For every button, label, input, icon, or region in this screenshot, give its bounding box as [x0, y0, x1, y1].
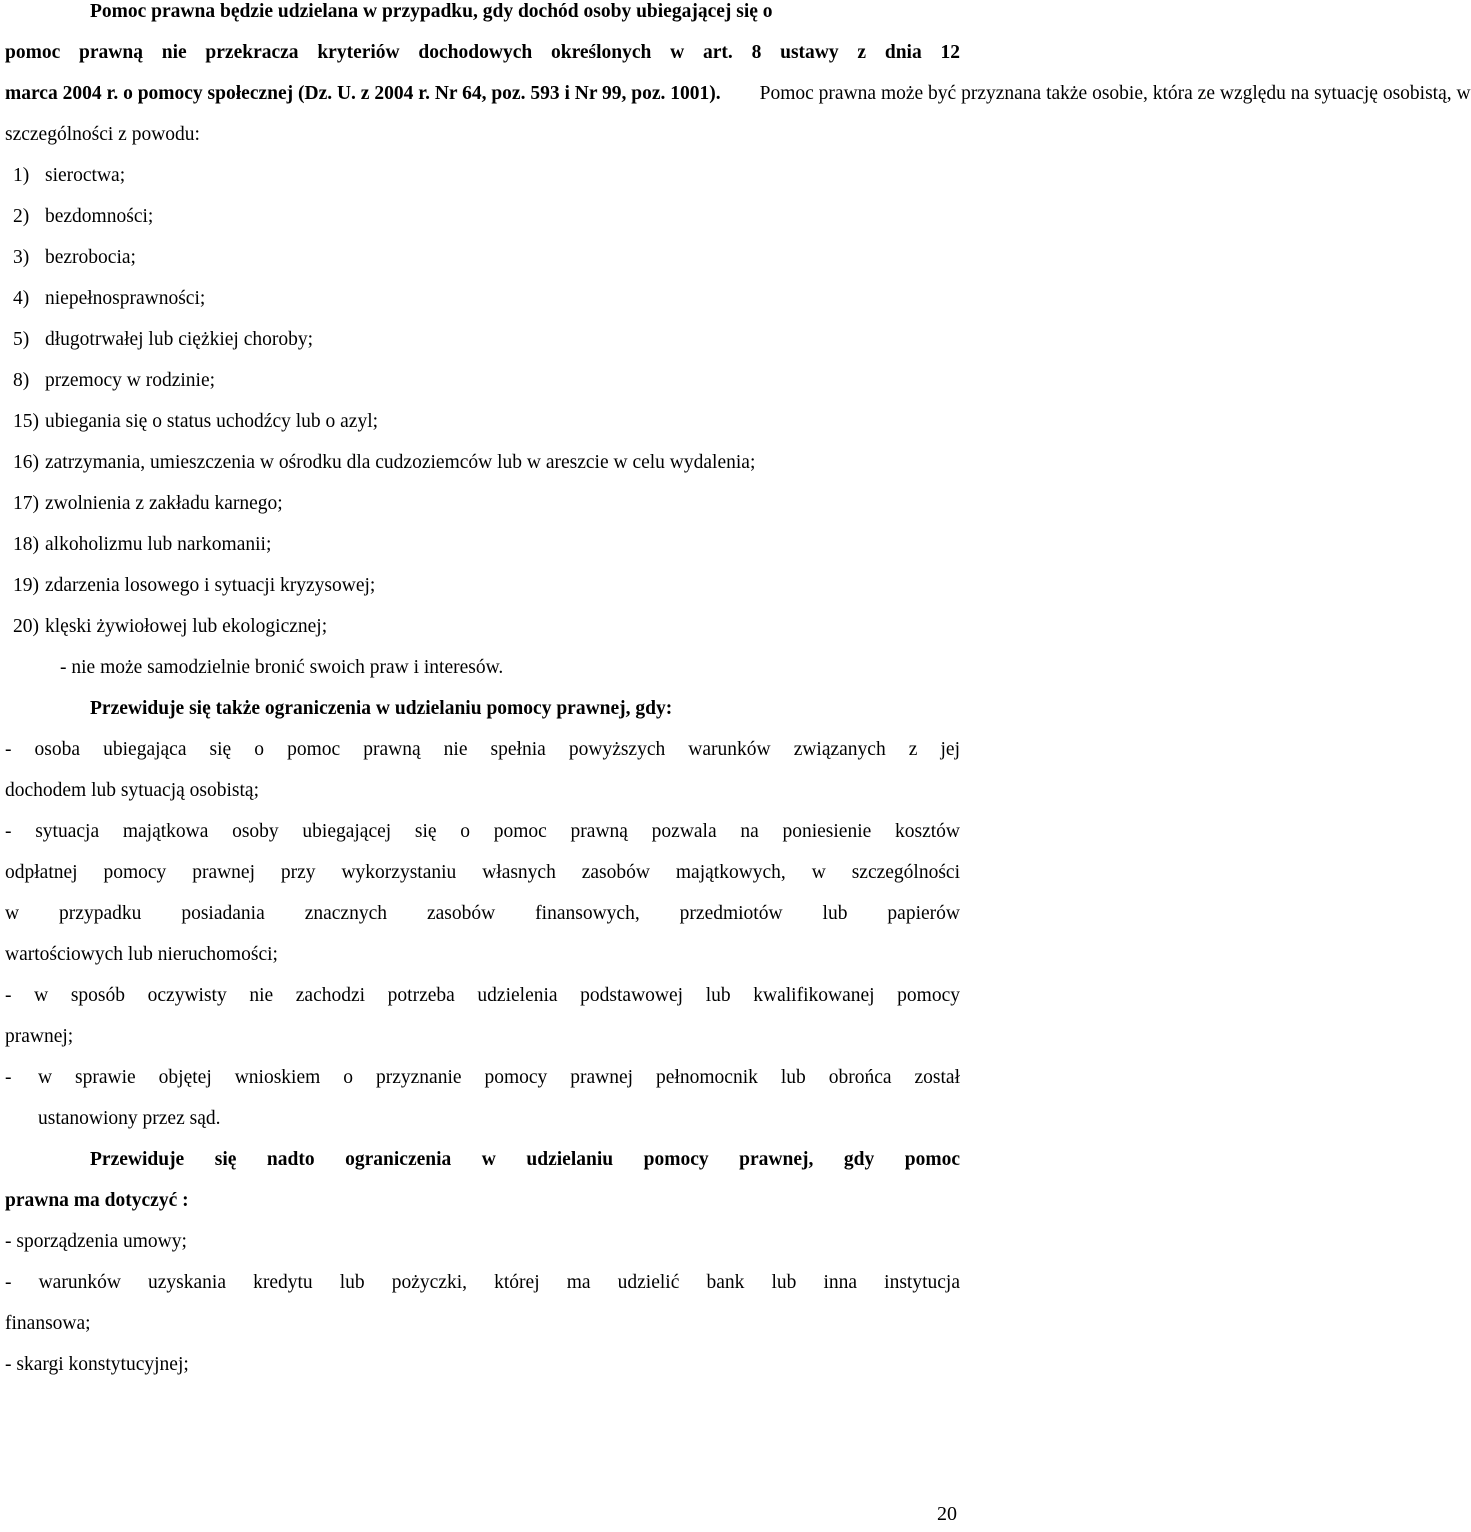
- list-item-number: 8): [13, 370, 30, 391]
- list-item-number: 15): [13, 411, 39, 432]
- intro-bold-line-3: marca 2004 r. o pomocy społecznej (Dz. U. z 2004 r. Nr 64, poz. 593 i Nr 99, poz. 1001).: [5, 83, 721, 104]
- list-item: [5, 606, 960, 647]
- reasons-conclusion: - nie może samodzielnie bronić swoich praw i interesów.: [60, 657, 504, 678]
- list-item-number: 1): [13, 165, 30, 186]
- list-item-text: niepełnosprawności;: [45, 288, 206, 309]
- list-item: [5, 196, 960, 237]
- limit-1b-line-1: - sytuacja majątkowa osoby ubiegającej się o pomoc prawną pozwala na poniesienie kosztów: [5, 821, 960, 842]
- limit-1b-line-2: odpłatnej pomocy prawnej przy wykorzystaniu własnych zasobów majątkowych, w szczególności: [5, 862, 960, 883]
- list-item-number: 4): [13, 288, 30, 309]
- document-page: [5, 0, 1471, 1394]
- limit-1b-line-3: w przypadku posiadania znacznych zasobów finansowych, przedmiotów lub papierów: [5, 903, 960, 924]
- limit-2a: - sporządzenia umowy;: [5, 1231, 187, 1252]
- intro-bold-line-1: Pomoc prawna będzie udzielana w przypadku, gdy dochód osoby ubiegającej się o: [90, 1, 773, 22]
- list-item-number: 2): [13, 206, 30, 227]
- list-item: [5, 319, 960, 360]
- limit-1d-text: w sprawie objętej wnioskiem o przyznanie pomocy prawnej pełnomocnik lub obrońca został: [38, 1067, 960, 1088]
- list-item-number: 3): [13, 247, 30, 268]
- limits-heading-1: Przewiduje się także ograniczenia w udzielaniu pomocy prawnej, gdy:: [90, 698, 673, 719]
- list-item: [5, 155, 960, 196]
- limit-1a-line-1: - osoba ubiegająca się o pomoc prawną nie spełnia powyższych warunków związanych z jej: [5, 739, 960, 760]
- list-item-text: bezdomności;: [45, 206, 154, 227]
- limit-2c: - skargi konstytucyjnej;: [5, 1354, 189, 1375]
- list-item-number: 17): [13, 493, 39, 514]
- limits-heading-2-line-1: Przewiduje się nadto ograniczenia w udzielaniu pomocy prawnej, gdy pomoc: [90, 1149, 960, 1170]
- limits-heading-2-line-2: prawna ma dotyczyć :: [5, 1190, 189, 1211]
- limit-1d-line-1: [5, 1057, 960, 1098]
- limit-1b-line-4: wartościowych lub nieruchomości;: [5, 944, 278, 965]
- list-item: [5, 360, 960, 401]
- intro-bold-line-2: pomoc prawną nie przekracza kryteriów dochodowych określonych w art. 8 ustawy z dnia 12: [5, 42, 960, 63]
- list-item-number: 16): [13, 452, 39, 473]
- list-item-number: 20): [13, 616, 39, 637]
- list-item-number: 5): [13, 329, 30, 350]
- list-item-text: ubiegania się o status uchodźcy lub o azyl;: [45, 411, 379, 432]
- limit-1c-line-1: - w sposób oczywisty nie zachodzi potrzeba udzielenia podstawowej lub kwalifikowanej pomocy: [5, 985, 960, 1006]
- list-item: [5, 442, 960, 483]
- intro-regular-line-3: Pomoc prawna może być przyznana także osobie, która ze względu na sytuację osobistą, w: [759, 83, 1471, 104]
- page-number: 20: [937, 1503, 957, 1525]
- list-item-text: przemocy w rodzinie;: [45, 370, 216, 391]
- intro-line-3: [5, 73, 1471, 114]
- intro-regular-line-4: szczególności z powodu:: [5, 124, 200, 145]
- list-item-text: zwolnienia z zakładu karnego;: [45, 493, 283, 514]
- list-item-text: bezrobocia;: [45, 247, 136, 268]
- reasons-list: [5, 155, 960, 647]
- list-item: [5, 278, 960, 319]
- list-item-text: alkoholizmu lub narkomanii;: [45, 534, 272, 555]
- list-item-text: sieroctwa;: [45, 165, 126, 186]
- limit-2b-line-2: finansowa;: [5, 1313, 91, 1334]
- limit-1d-dash: -: [5, 1067, 12, 1088]
- list-item: [5, 237, 960, 278]
- limit-1d-line-2: ustanowiony przez sąd.: [38, 1108, 221, 1129]
- list-item: [5, 524, 960, 565]
- list-item-text: zatrzymania, umieszczenia w ośrodku dla cudzoziemców lub w areszcie w celu wydalenia;: [45, 452, 756, 473]
- list-item: [5, 401, 960, 442]
- list-item-number: 18): [13, 534, 39, 555]
- list-item-text: długotrwałej lub ciężkiej choroby;: [45, 329, 314, 350]
- limit-1c-line-2: prawnej;: [5, 1026, 74, 1047]
- limit-1a-line-2: dochodem lub sytuacją osobistą;: [5, 780, 259, 801]
- list-item-number: 19): [13, 575, 39, 596]
- list-item-text: klęski żywiołowej lub ekologicznej;: [45, 616, 328, 637]
- limit-2b-line-1: - warunków uzyskania kredytu lub pożyczki, której ma udzielić bank lub inna instytucja: [5, 1272, 960, 1293]
- list-item: [5, 483, 960, 524]
- list-item: [5, 565, 960, 606]
- list-item-text: zdarzenia losowego i sytuacji kryzysowej;: [45, 575, 376, 596]
